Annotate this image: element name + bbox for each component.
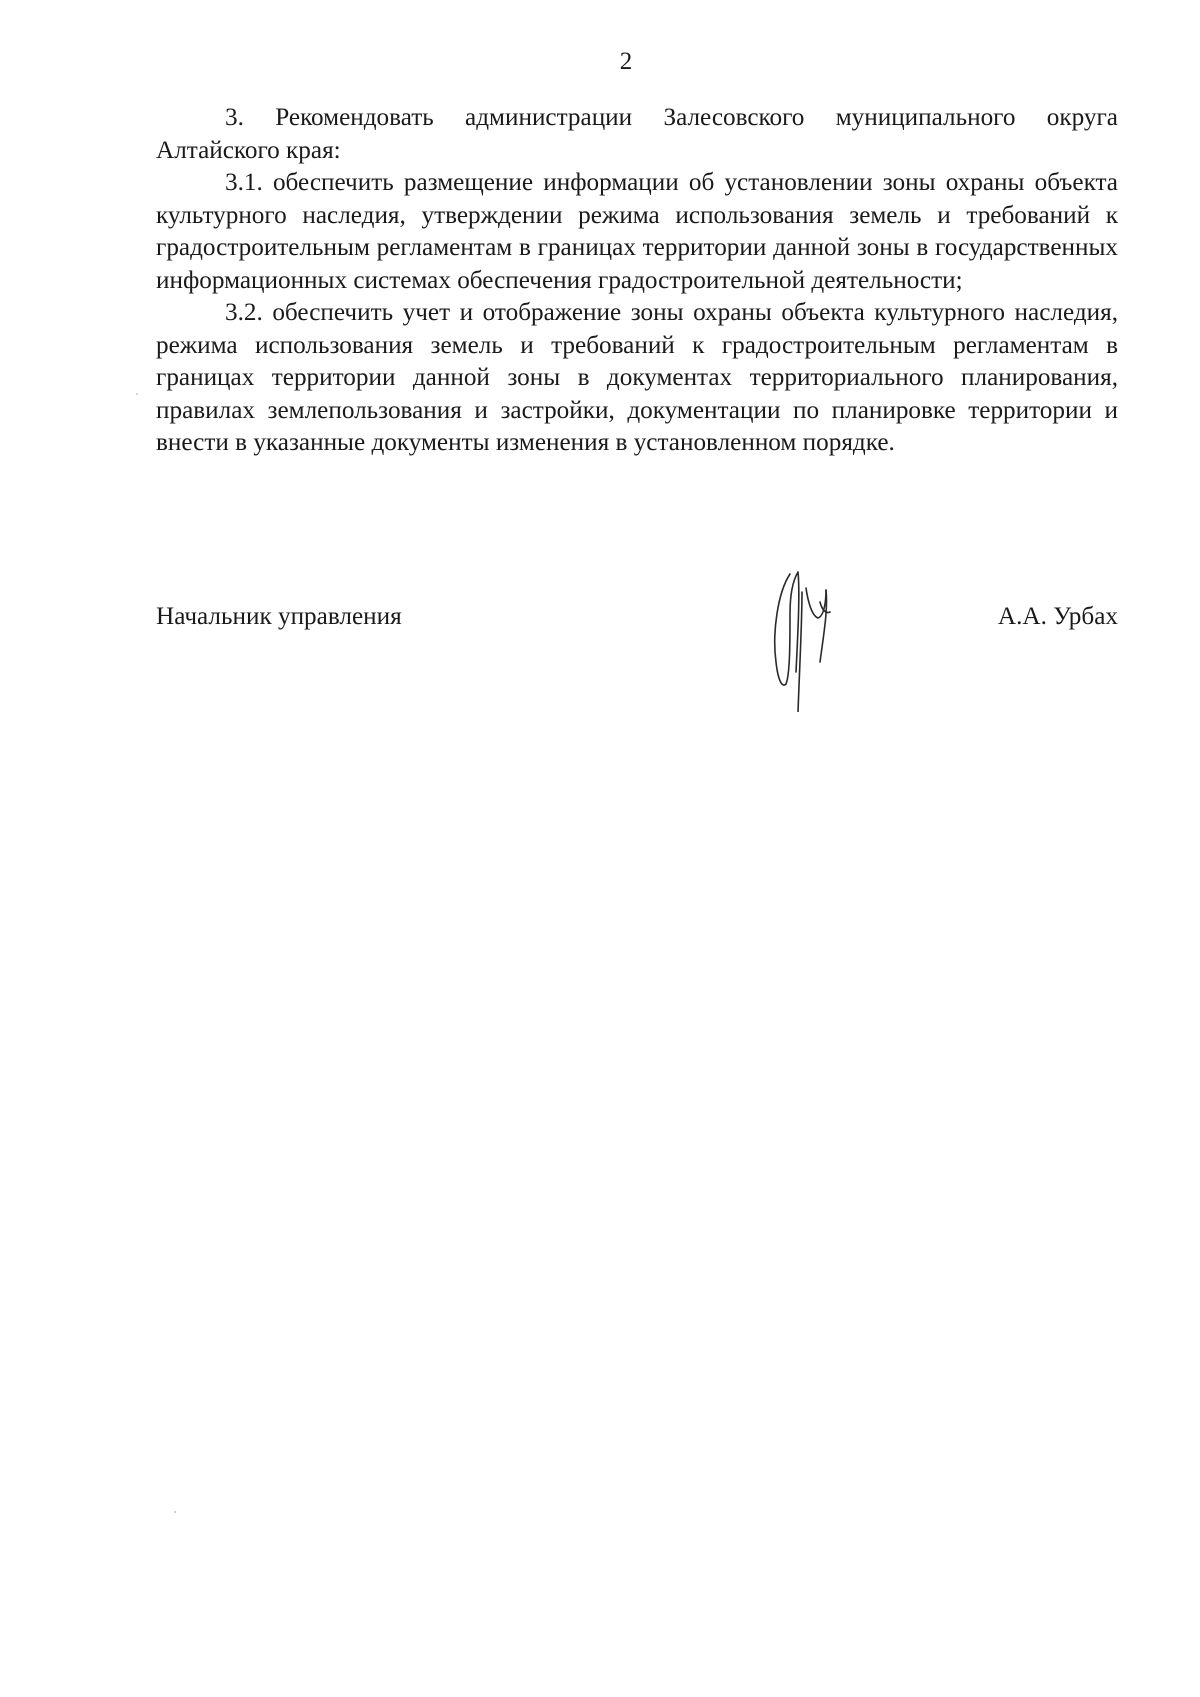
paragraph-3: 3. Рекомендовать администрации Залесовского муниципального округа Алтайского края: <box>156 104 1118 164</box>
paragraph-3-1: 3.1. обеспечить размещение информации об установлении зоны охраны объекта культурного наследия, утверждении режима использования земель и требований к градостроительным регламентам в границах территории данной зоны в государственных информационных системах обеспечения градостроительной деятельности; <box>156 169 1118 294</box>
document-body <box>156 102 1118 460</box>
signatory-name: А.А. Урбах <box>997 603 1118 630</box>
page-number: 2 <box>619 48 633 75</box>
signature-block <box>156 600 1118 634</box>
paragraph-3-2: 3.2. обеспечить учет и отображение зоны охраны объекта культурного наследия, режима использования земель и требований к градостроительным регламентам в границах территории данной зоны в документах территориального планирования, правилах землепользования и застройки, документации по планировке территории и внести в указанные документы изменения в установленном порядке. <box>156 299 1118 456</box>
scan-speck <box>174 1511 176 1513</box>
scan-speck <box>136 393 138 395</box>
handwritten-signature <box>768 562 864 712</box>
signatory-position: Начальник управления <box>156 603 402 630</box>
